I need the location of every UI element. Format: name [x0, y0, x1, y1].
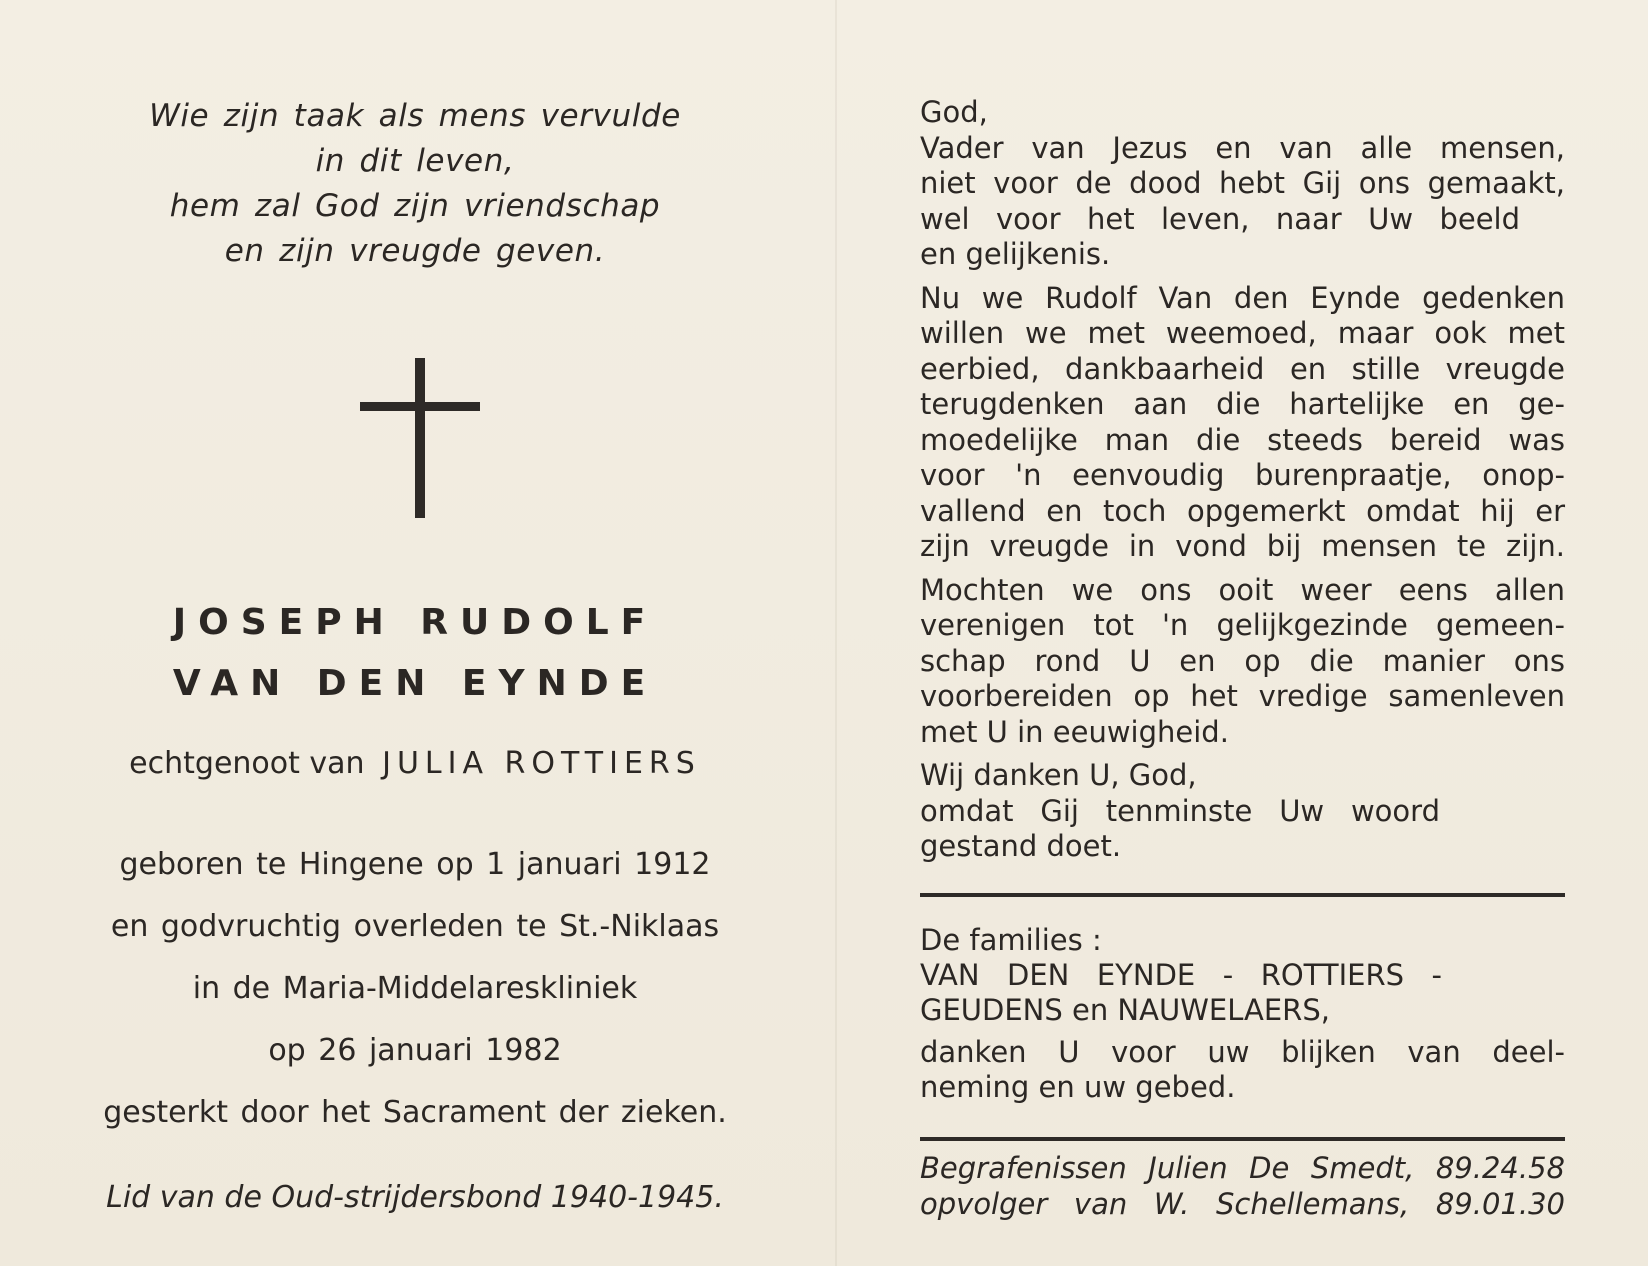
prayer-line: schap rond U en op die manier ons [920, 643, 1565, 678]
prayer-text [920, 95, 1565, 873]
families-label: De families : [920, 923, 1102, 957]
spouse-prefix: echtgenoot van [129, 746, 365, 781]
poem-line: hem zal God zijn vriendschap [169, 188, 661, 224]
prayer-line: Nu we Rudolf Van den Eynde gedenken [920, 280, 1565, 315]
undertaker-line: Begrafenissen Julien De Smedt, 89.24.58 [920, 1151, 1565, 1185]
prayer-line: Vader van Jezus en van alle mensen, [920, 130, 1565, 165]
deceased-name-line1: JOSEPH RUDOLF [172, 602, 658, 643]
spouse-line [60, 746, 770, 781]
prayer-line: Mochten we ons ooit weer eens allen [920, 572, 1565, 607]
thanks-line: neming en uw gebed. [920, 1070, 1236, 1104]
deceased-name [60, 592, 770, 714]
bio-line: geboren te Hingene op 1 januari 1912 [119, 847, 711, 882]
prayer-paragraph [920, 758, 1565, 865]
divider [920, 893, 1565, 897]
membership-note: Lid van de Oud-strijdersbond 1940-1945. [106, 1180, 724, 1215]
prayer-line: moedelijke man die steeds bereid was [920, 422, 1565, 457]
prayer-line: Wij danken U, God, [920, 758, 1197, 792]
prayer-line: voorbereiden op het vredige samenleven [920, 679, 1565, 713]
poem-line: Wie zijn taak als mens vervulde [149, 98, 681, 134]
divider [920, 1137, 1565, 1141]
prayer-line: gestand doet. [920, 829, 1122, 863]
prayer-line: omdat Gij tenminste Uw woord [920, 793, 1440, 828]
thanks-line: danken U voor uw blijken van deel- [920, 1035, 1565, 1069]
cross-icon [360, 358, 480, 518]
undertaker-info [920, 1150, 1565, 1222]
families-block [920, 923, 1565, 1105]
poem-line: en zijn vreugde geven. [224, 233, 606, 269]
prayer-line: verenigen tot 'n gelijkgezinde gemeen- [920, 608, 1565, 642]
right-panel [920, 0, 1570, 1266]
biography [60, 834, 770, 1144]
families-names: VAN DEN EYNDE - ROTTIERS - [920, 958, 1442, 992]
prayer-line: God, [920, 95, 988, 129]
left-panel [60, 0, 770, 1266]
prayer-line: willen we met weemoed, maar ook met [920, 316, 1565, 350]
prayer-line: voor 'n eenvoudig burenpraatje, onop- [920, 458, 1565, 492]
deceased-name-line2: VAN DEN EYNDE [172, 663, 658, 704]
undertaker-line: opvolger van W. Schellemans, 89.01.30 [920, 1187, 1565, 1221]
prayer-paragraph [920, 95, 1565, 273]
prayer-line: zijn vreugde in vond bij mensen te zijn. [920, 529, 1565, 563]
spouse-name: JULIA ROTTIERS [382, 746, 701, 781]
prayer-line: wel voor het leven, naar Uw beeld [920, 201, 1520, 236]
families-names: GEUDENS en NAUWELAERS, [920, 993, 1330, 1027]
poem-line: in dit leven, [315, 143, 515, 179]
bio-line: op 26 januari 1982 [268, 1033, 562, 1068]
bio-line: gesterkt door het Sacrament der zieken. [103, 1095, 727, 1130]
prayer-line: met U in eeuwigheid. [920, 714, 1229, 749]
card-fold [835, 0, 837, 1266]
prayer-line: en gelijkenis. [920, 237, 1111, 271]
prayer-line: vallend en toch opgemerkt omdat hij er [920, 493, 1565, 528]
prayer-line: niet voor de dood hebt Gij ons gemaakt, [920, 166, 1565, 200]
prayer-line: terugdenken aan die hartelijke en ge- [920, 387, 1565, 421]
bio-line: en godvruchtig overleden te St.-Niklaas [110, 909, 720, 944]
bio-line: in de Maria-Middelareskliniek [192, 971, 638, 1006]
memorial-poem [60, 94, 770, 274]
prayer-line: eerbied, dankbaarheid en stille vreugde [920, 351, 1565, 386]
prayer-paragraph [920, 281, 1565, 565]
prayer-paragraph [920, 573, 1565, 751]
